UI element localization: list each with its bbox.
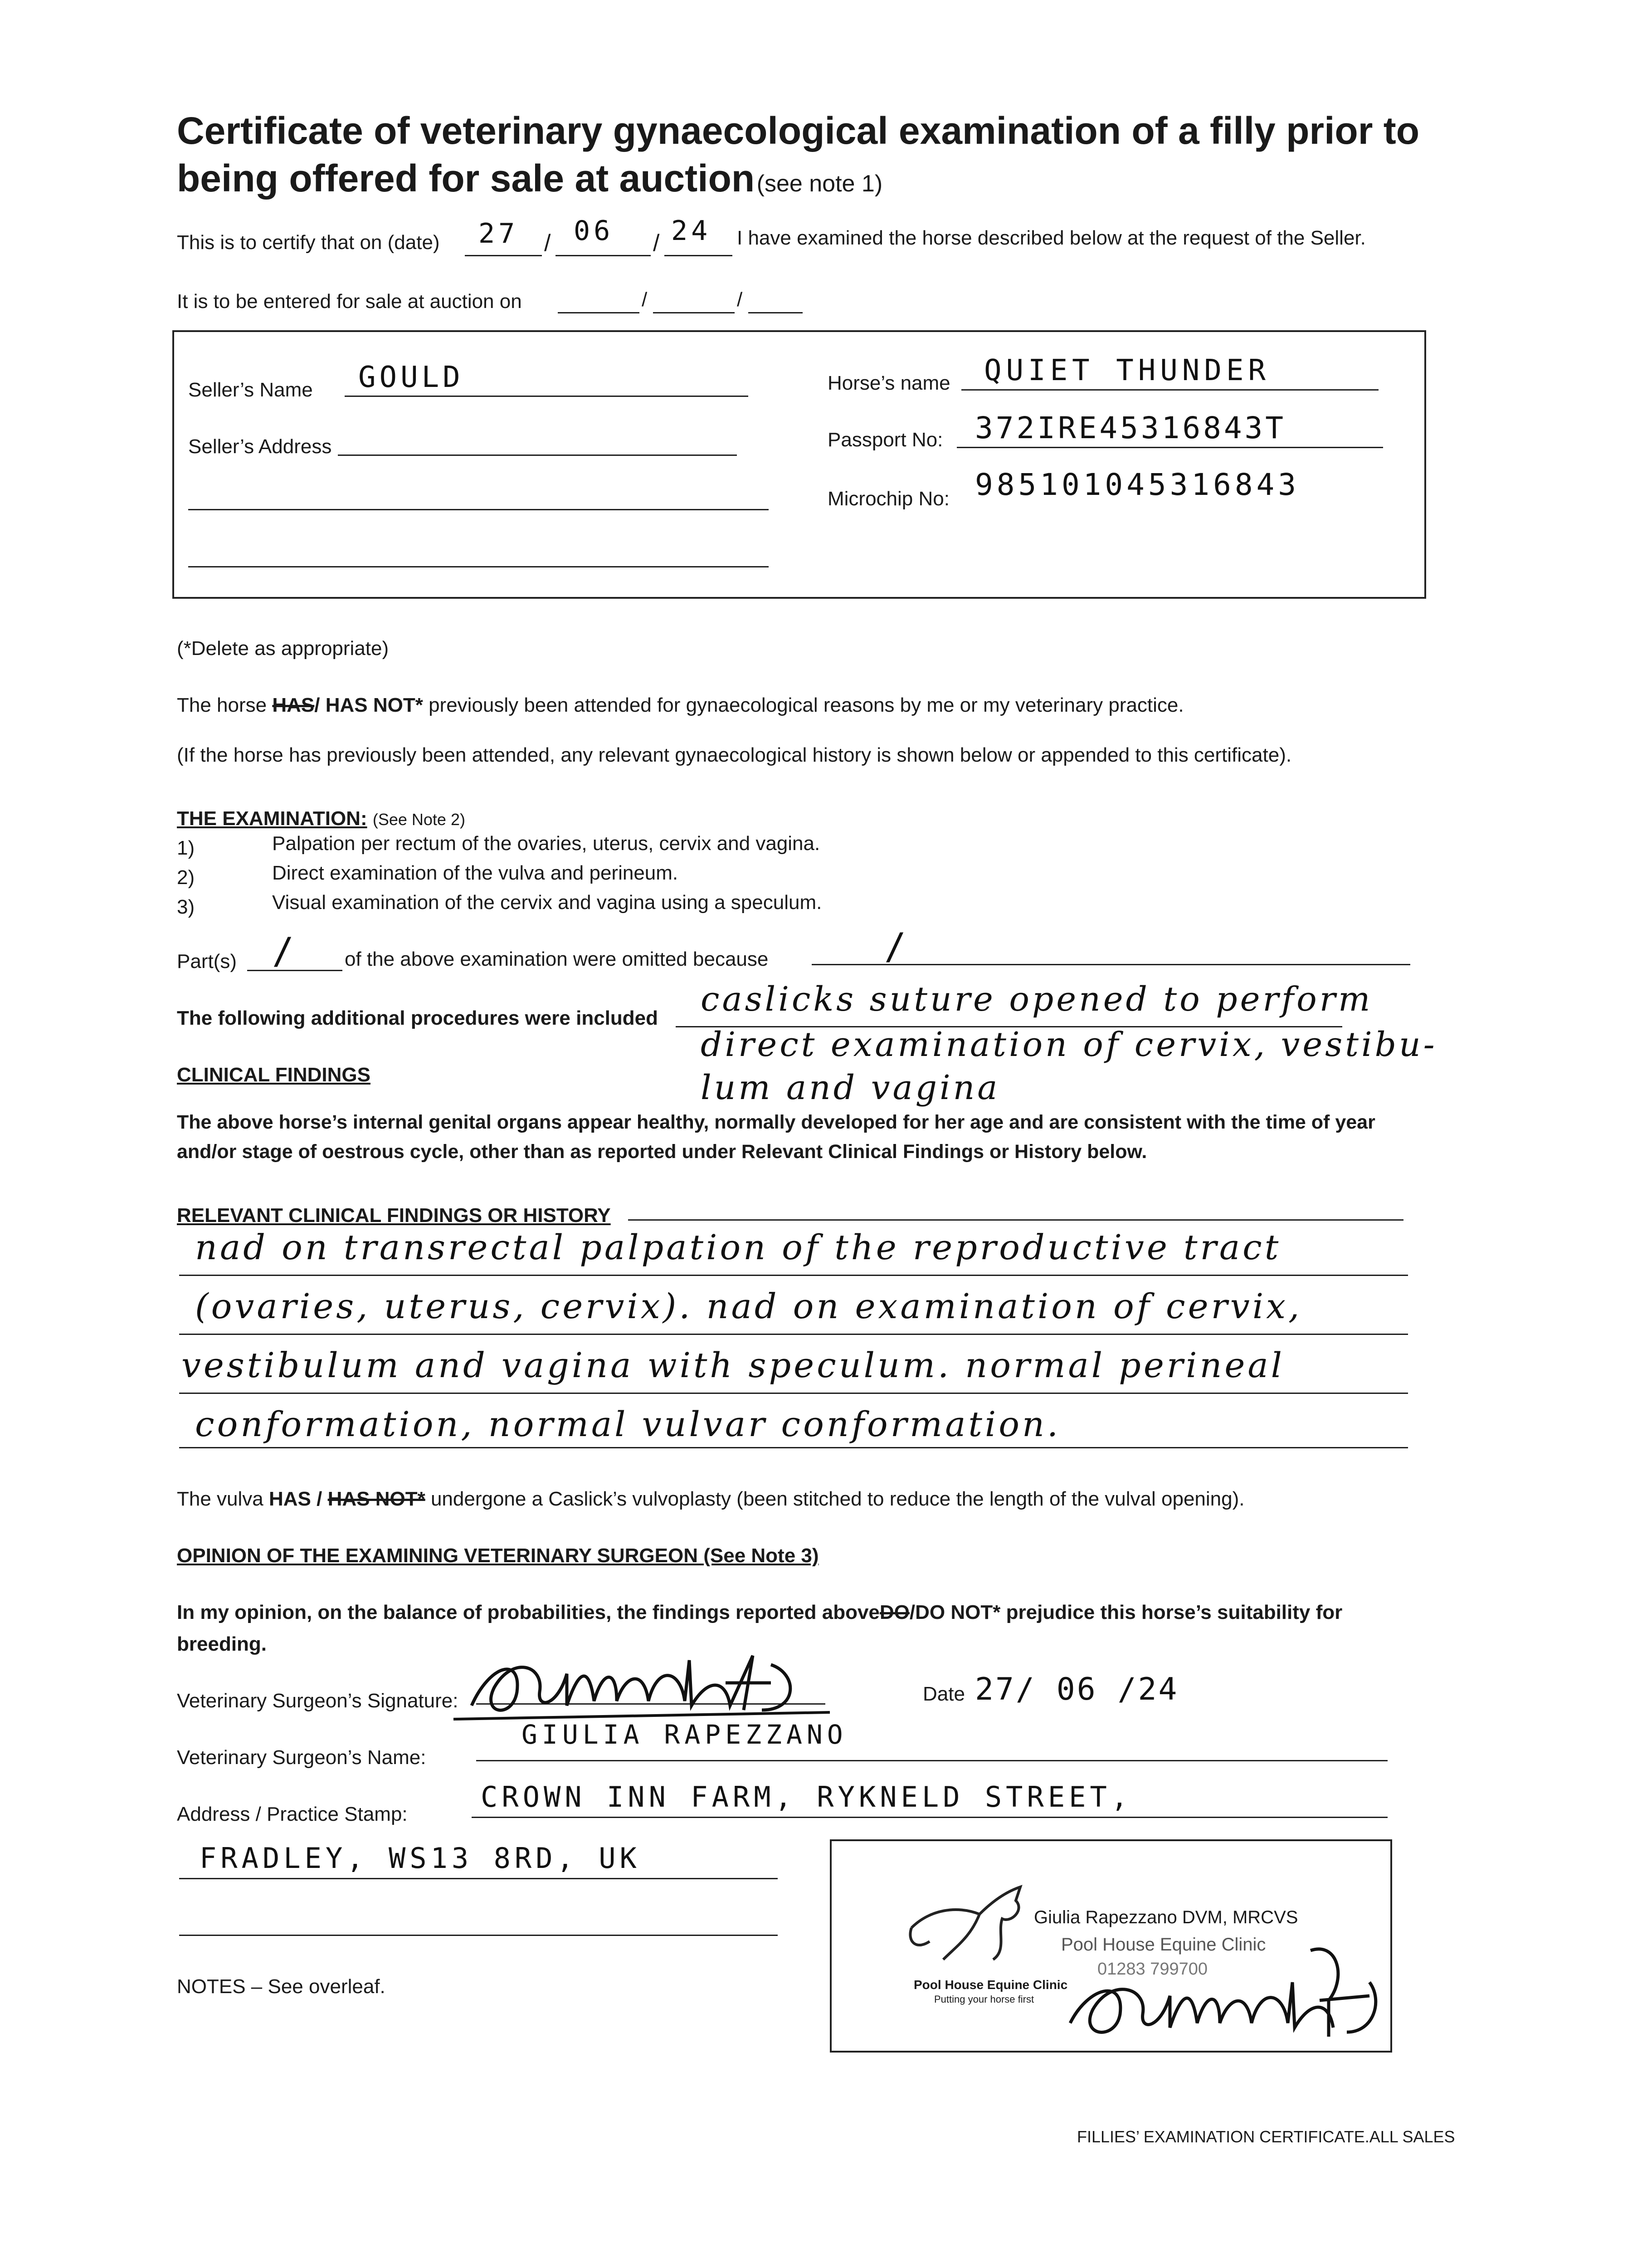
stamp-clinic: Pool House Equine Clinic <box>1061 1935 1266 1955</box>
certify-year: 24 <box>671 215 711 247</box>
auction-sep-1: / <box>642 288 648 311</box>
vulva-has-not-struck: HAS NOT* <box>327 1488 425 1510</box>
certify-month: 06 <box>574 215 614 247</box>
attended-has-struck: HAS <box>272 694 315 716</box>
additional-line-1: caslicks suture opened to perform <box>701 980 1373 1019</box>
attended-prefix: The horse <box>177 694 267 716</box>
certify-day: 27 <box>478 218 519 249</box>
certify-prefix: This is to certify that on (date) <box>177 231 440 254</box>
opinion-do-struck: DO <box>879 1601 910 1623</box>
notes: NOTES – See overleaf. <box>177 1975 385 1998</box>
vet-address-line-2: FRADLEY, WS13 8RD, UK <box>200 1842 641 1875</box>
examination-heading-wrap <box>177 807 465 830</box>
title-note: (see note 1) <box>756 171 883 197</box>
vet-name-value: GIULIA RAPEZZANO <box>521 1719 848 1750</box>
opinion-text <box>177 1601 1342 1624</box>
exam-item-1-text: Palpation per rectum of the ovaries, uterus, cervix and vagina. <box>272 832 820 855</box>
attended-line <box>177 694 1184 717</box>
microchip-label: Microchip No: <box>828 488 950 510</box>
additional-line-2: direct examination of cervix, vestibu- <box>701 1025 1437 1064</box>
certify-sep-1: / <box>544 230 551 256</box>
vet-name-label: Veterinary Surgeon’s Name: <box>177 1746 426 1769</box>
history-note: (If the horse has previously been attended, any relevant gynaecological history is shown below or appended to this certificate). <box>177 744 1292 766</box>
vet-address-label: Address / Practice Stamp: <box>177 1803 408 1825</box>
horse-name-value: QUIET THUNDER <box>984 354 1270 387</box>
vulva-suffix: undergone a Caslick’s vulvoplasty (been stitched to reduce the length of the vulval opening). <box>430 1488 1245 1510</box>
opinion-heading: OPINION OF THE EXAMINING VETERINARY SURGEON (See Note 3) <box>177 1545 819 1567</box>
stamp-tagline: Putting your horse first <box>934 1994 1034 2005</box>
microchip-value: 985101045316843 <box>975 467 1300 502</box>
exam-item-3-text: Visual examination of the cervix and vagina using a speculum. <box>272 891 822 914</box>
relevant-line-4: conformation, normal vulvar conformation. <box>195 1404 1061 1444</box>
opinion-slash: / <box>909 1601 916 1623</box>
additional-label: The following additional procedures were included <box>177 1007 658 1029</box>
certify-suffix: I have examined the horse described below at the request of the Seller. <box>737 227 1366 249</box>
seller-name-label: Seller’s Name <box>188 379 313 401</box>
vulva-prefix: The vulva <box>177 1488 263 1510</box>
title-line-2: being offered for sale at auction <box>177 157 755 200</box>
delete-note: (*Delete as appropriate) <box>177 637 389 660</box>
relevant-line-3: vestibulum and vagina with speculum. normal perineal <box>181 1345 1285 1385</box>
exam-item-2-num: 2) <box>177 866 195 889</box>
clinical-statement-1: The above horse’s internal genital organs appear healthy, normally developed for her age and are consistent with the time of year <box>177 1111 1375 1133</box>
examination-heading-note: (See Note 2) <box>372 810 465 829</box>
exam-item-1-num: 1) <box>177 837 195 859</box>
footer: FILLIES’ EXAMINATION CERTIFICATE.ALL SALES <box>1077 2127 1455 2146</box>
clinical-findings-heading: CLINICAL FINDINGS <box>177 1064 370 1086</box>
vet-date-value: 27/ 06 /24 <box>975 1672 1179 1707</box>
opinion-text-line-2: breeding. <box>177 1633 267 1655</box>
seller-name-value: GOULD <box>358 361 464 394</box>
omitted-part-value: / <box>272 930 298 972</box>
vet-signature-label: Veterinary Surgeon’s Signature: <box>177 1690 458 1712</box>
seller-address-line-2 <box>188 509 769 510</box>
exam-item-3-num: 3) <box>177 896 195 918</box>
horse-logo-icon <box>902 1873 1038 1964</box>
omitted-middle: of the above examination were omitted because <box>345 948 769 970</box>
vet-date-label: Date <box>923 1683 965 1705</box>
opinion-text-suffix: prejudice this horse’s suitability for <box>1006 1601 1343 1623</box>
omitted-prefix: Part(s) <box>177 950 237 973</box>
passport-label: Passport No: <box>828 429 943 451</box>
relevant-line-2: (ovaries, uterus, cervix). nad on examination of cervix, <box>195 1286 1302 1326</box>
clinical-statement-2: and/or stage of oestrous cycle, other than as reported under Relevant Clinical Findings or History below. <box>177 1141 1147 1163</box>
stamp-signature <box>1057 1932 1383 2050</box>
exam-item-2-text: Direct examination of the vulva and perineum. <box>272 862 678 884</box>
omitted-because-value: / <box>884 925 910 968</box>
opinion-text-prefix: In my opinion, on the balance of probabilities, the findings reported above <box>177 1601 880 1623</box>
opinion-do-not: DO NOT* <box>915 1601 1001 1623</box>
passport-value: 372IRE45316843T <box>975 411 1286 445</box>
title-line-2-wrap <box>177 156 882 200</box>
stamp-logo-text: Pool House Equine Clinic <box>914 1978 1068 1992</box>
vulva-line <box>177 1488 1244 1510</box>
certify-sep-2: / <box>653 230 660 256</box>
attended-has-not: HAS NOT* <box>325 694 423 716</box>
auction-label: It is to be entered for sale at auction on <box>177 290 522 313</box>
vet-signature <box>453 1637 834 1728</box>
attended-slash: / <box>314 694 320 716</box>
seller-address-label: Seller’s Address <box>188 435 332 458</box>
auction-sep-2: / <box>737 288 743 311</box>
stamp-name: Giulia Rapezzano DVM, MRCVS <box>1034 1907 1298 1927</box>
seller-address-line-3 <box>188 566 769 567</box>
attended-suffix: previously been attended for gynaecological reasons by me or my veterinary practice. <box>429 694 1184 716</box>
title-line-1: Certificate of veterinary gynaecological examination of a filly prior to <box>177 109 1420 152</box>
horse-name-label: Horse’s name <box>828 372 950 394</box>
stamp-phone: 01283 799700 <box>1097 1960 1208 1979</box>
examination-heading: THE EXAMINATION: <box>177 807 367 830</box>
vet-address-line-1: CROWN INN FARM, RYKNELD STREET, <box>481 1780 1132 1813</box>
seller-address-line-1 <box>338 455 737 456</box>
additional-line-3: lum and vagina <box>701 1068 1000 1107</box>
relevant-line-1: nad on transrectal palpation of the reproductive tract <box>195 1227 1282 1267</box>
relevant-heading: RELEVANT CLINICAL FINDINGS OR HISTORY <box>177 1204 611 1227</box>
vulva-has: HAS / <box>269 1488 322 1510</box>
